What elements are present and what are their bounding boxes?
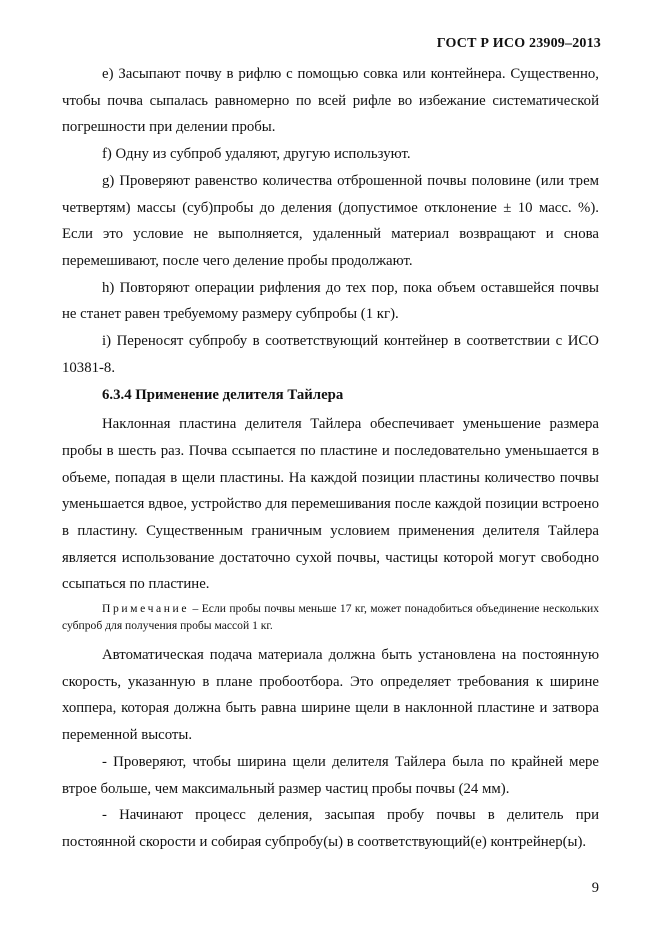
- section-paragraph-1: Наклонная пластина делителя Тайлера обеспечивает уменьшение размера пробы в шесть раз. Почва ссыпается по пластине и последовательно уменьшается в объеме, попадая в щели пластины. На каждой позиции пластины количество почвы уменьшается вдвое, устройство для перемешивания после каждой позиции встроено в пластину. Существенным граничным условием применения делителя Тайлера является использование достаточно сухой почвы, частицы которой могут свободно ссыпаться по пластине.: [62, 416, 599, 593]
- note-text: – Если пробы почвы меньше 17 кг, может понадобиться объединение нескольких субпроб для получения пробы массой 1 кг.: [62, 602, 599, 633]
- list-item-i: i) Переносят субпробу в соответствующий контейнер в соответствии с ИСО 10381-8.: [62, 333, 599, 376]
- bullet-item-1: - Проверяют, чтобы ширина щели делителя Тайлера была по крайней мере втрое больше, чем максимальный размер частиц пробы почвы (24 мм).: [62, 753, 599, 797]
- section-heading: 6.3.4 Применение делителя Тайлера: [102, 387, 344, 404]
- note-label: Примечание: [102, 602, 190, 616]
- list-item-e: е) Засыпают почву в рифлю с помощью совка или контейнера. Существенно, чтобы почва сыпалась равномерно по всей рифле во избежание систематической погрешности при делении пробы.: [62, 66, 599, 136]
- document-body: [62, 61, 599, 856]
- list-item-g: g) Проверяют равенство количества отброшенной почвы половине (или трем четвертям) массы (суб)пробы до деления (допустимое отклонение ± 10 масс. %). Если это условие не выполняется, удаленный материал возвращают и снова перемешивают, после чего деление пробы продолжают.: [62, 172, 599, 269]
- list-item-h: h) Повторяют операции рифления до тех пор, пока объем оставшейся почвы не станет равен требуемому размеру субпробы (1 кг).: [62, 279, 599, 323]
- list-item-f: f) Одну из субпроб удаляют, другую используют.: [102, 146, 411, 163]
- section-paragraph-2: Автоматическая подача материала должна быть установлена на постоянную скорость, указанную в плане пробоотбора. Это определяет требования к ширине хоппера, которая должна быть равна ширине щели в наклонной пластине и затвора переменной высоты.: [62, 647, 599, 744]
- note: [62, 600, 599, 634]
- bullet-item-2: - Начинают процесс деления, засыпая пробу почвы в делитель при постоянной скорости и собирая субпробу(ы) в соответствующий(е) контрейнер(ы).: [62, 807, 599, 850]
- page-number: 9: [591, 880, 599, 896]
- document-header: ГОСТ Р ИСО 23909–2013: [436, 36, 601, 51]
